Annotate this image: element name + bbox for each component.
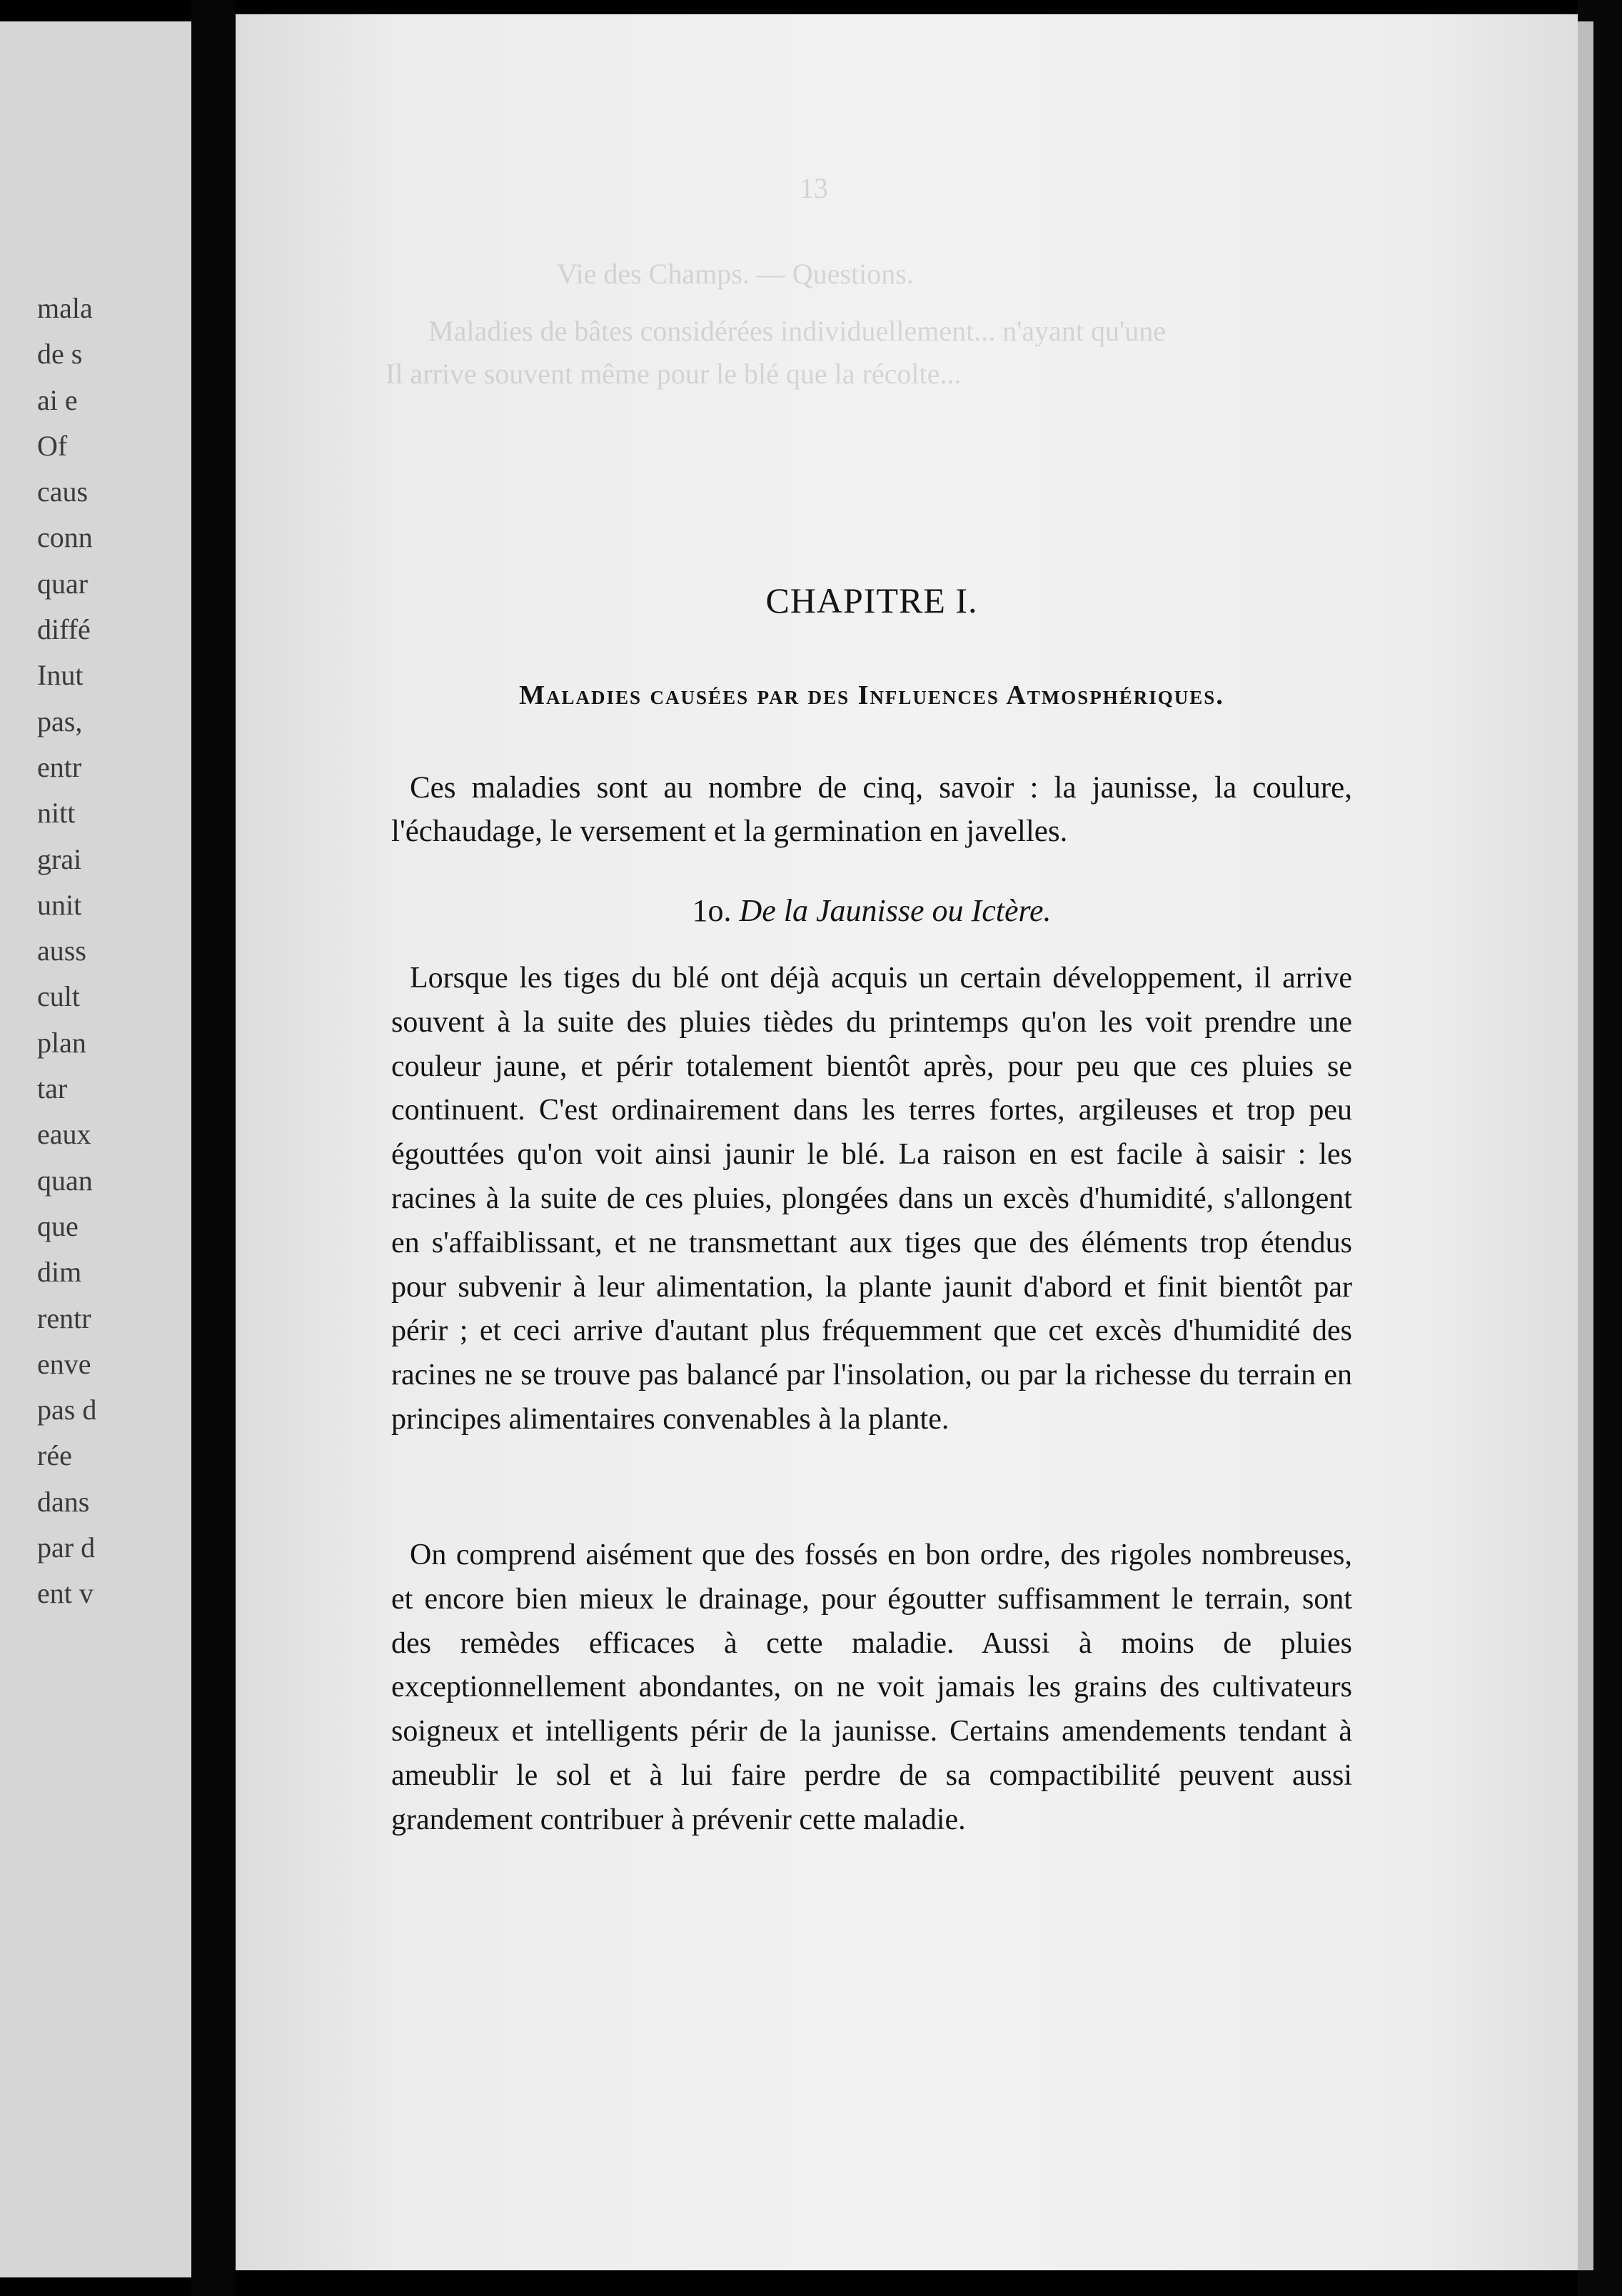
left-page-fragment: conn: [37, 521, 93, 554]
chapter-title: CHAPITRE I.: [765, 580, 978, 620]
subsection-number: 1o.: [692, 893, 732, 928]
page-edge-strip: [1578, 21, 1593, 2270]
left-page-fragment: Of: [37, 429, 68, 462]
left-page-fragment: unit: [37, 888, 82, 921]
left-page-fragment: enve: [37, 1347, 91, 1380]
left-page-fragment: diffé: [37, 613, 91, 646]
left-page-fragment: par d: [37, 1531, 96, 1564]
left-page-fragment: pas d: [37, 1394, 97, 1426]
book-gutter: [191, 0, 236, 2296]
left-page-fragment: ent v: [37, 1577, 94, 1610]
left-page-fragment: mala: [37, 292, 93, 324]
left-page-fragment: cult: [37, 980, 80, 1013]
left-page-fragment: dim: [37, 1256, 82, 1289]
bleed-through-running-head: Vie des Champs. — Questions.: [557, 258, 914, 290]
bleed-through-line: Maladies de bâtes considérées individuellement... n'ayant qu'une: [428, 315, 1166, 347]
left-page-fragment: eaux: [37, 1118, 91, 1151]
page-content: [391, 0, 1352, 2296]
left-facing-page: [0, 21, 191, 2277]
left-page-fragment: nitt: [37, 797, 76, 830]
left-page-fragment: que: [37, 1209, 79, 1242]
left-page-fragment: tar: [37, 1072, 68, 1105]
right-page-edge: [1578, 0, 1622, 2296]
left-page-text-fragments: [37, 286, 194, 1617]
subsection-title: De la Jaunisse ou Ictère.: [739, 893, 1052, 928]
left-page-fragment: plan: [37, 1026, 86, 1059]
subsection-heading: [391, 892, 1352, 929]
left-page-fragment: de s: [37, 338, 83, 371]
intro-paragraph: Ces maladies sont au nombre de cinq, savoir : la jaunisse, la coulure, l'échaudage, le versement et la germination en javelles.: [391, 771, 1352, 848]
left-page-fragment: grai: [37, 842, 82, 875]
left-page-fragment: auss: [37, 935, 86, 967]
bleed-through-page-number: 13: [800, 172, 828, 204]
left-page-fragment: Inut: [37, 659, 84, 692]
left-page-fragment: pas,: [37, 705, 83, 737]
body-paragraph: Lorsque les tiges du blé ont déjà acquis un certain développement, il arrive souvent à la suite des pluies tièdes du printemps qu'on les voit prendre une couleur jaune, et périr totalement bientôt après, pour peu que ces pluies se continuent. C'est ordinairement dans les terres fortes, argileuses et trop peu égouttées qu'on voit ainsi jaunir le blé. La raison en est facile à saisir : les racines à la suite de ces pluies, plongées dans un excès d'humidité, s'allongent en s'affaiblissant, et ne transmettant aux tiges que des éléments trop étendus pour subvenir à leur alimentation, la plante jaunit d'abord et finit bientôt par périr ; et ceci arrive d'autant plus fréquemment que cet excès d'humidité des racines ne se trouve pas balancé par l'insolation, ou par la richesse du terrain en principes alimentaires convenables à la plante.: [391, 962, 1352, 1436]
left-page-fragment: ai e: [37, 383, 78, 416]
bleed-through-line: Il arrive souvent même pour le blé que la récolte...: [386, 358, 962, 390]
left-page-fragment: quar: [37, 567, 89, 600]
left-page-fragment: caus: [37, 475, 89, 508]
section-heading: Maladies causées par des Influences Atmosphériques.: [519, 680, 1224, 710]
left-page-fragment: dans: [37, 1485, 90, 1518]
left-page-fragment: entr: [37, 750, 82, 783]
left-page-fragment: quan: [37, 1164, 93, 1197]
body-paragraph: On comprend aisément que des fossés en bon ordre, des rigoles nombreuses, et encore bien mieux le drainage, pour égoutter suffisamment le terrain, sont des remèdes efficaces à cette maladie. Aussi à moins de pluies exceptionnellement abondantes, on ne voit jamais les grains des cultivateurs soigneux et intelligents périr de la jaunisse. Certains amendements tendant à ameublir le sol et à lui faire perdre de sa compactibilité peuvent aussi grandement contribuer à prévenir cette maladie.: [391, 1539, 1352, 1836]
left-page-fragment: rentr: [37, 1301, 91, 1334]
left-page-fragment: rée: [37, 1439, 72, 1472]
